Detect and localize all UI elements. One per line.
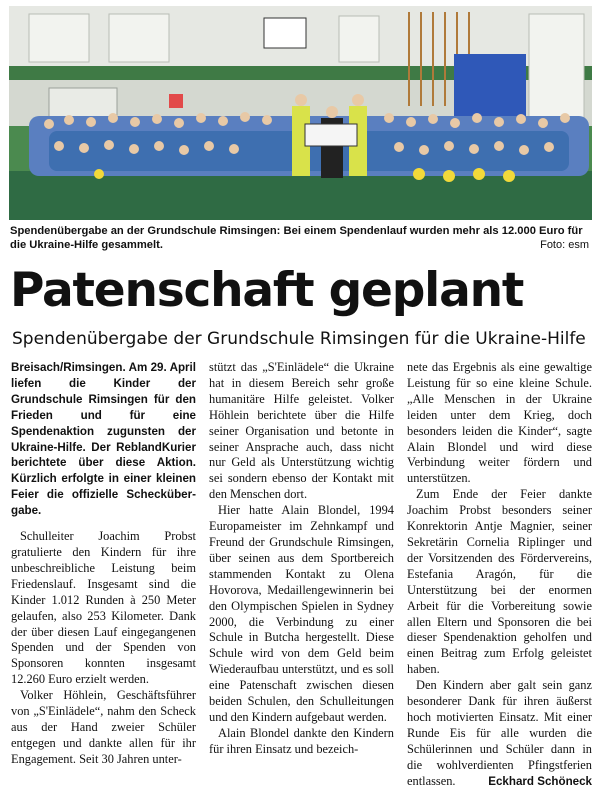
group-photo [9,6,592,220]
author-byline: Eckhard Schöneck [488,774,592,788]
article-column-1 [11,360,196,789]
article-paragraph: Alain Blondel dankte den Kindern für ihren Einsatz und bezeich- [209,725,394,756]
article-paragraph-last [407,678,592,789]
article-column-2 [209,360,394,789]
article-paragraph: nete das Ergebnis als eine gewaltige Leistung für so eine kleine Schule. „Alle Menschen in der Ukraine leiden unter dem Krieg, doch besonders leiden die Kinder“, sagte Alain Blondel und wird diese Verbindung weiter fördern und unterstützen. [407,360,592,486]
article-lead: Breisach/Rimsingen. Am 29. April liefen die Kinder der Grundschule Rimsingen für den Frieden und für eine Spendenaktion zugunsten der Ukraine-Hilfe. Der ReblandKurier berichtete über diese Aktion. Kürzlich erfolgte in einer kleinen Feier die offizielle Scheckübergabe. [11,361,196,518]
article-paragraph: stützt das „S'Einlädele“ die Ukraine hat in diesem Bereich sehr große humanitäre Hilfe geleistet. Volker Höhlein berichtete über die Hilfe seiner Organisation und betonte in seiner Ansprache auch, dass nicht nur Geld als Unterstützung wichtig sei sondern ebenso der Kontakt mit den Menschen dort. [209,360,394,502]
subheadline: Spendenübergabe der Grundschule Rimsingen für die Ukraine-Hilfe [12,329,586,349]
article-paragraph-text: Den Kindern aber galt sein ganz besonderer Dank für ihren äußerst hoch motivierten Einsatz. Mit einer Runde Eis für alle wurden die Schülerinnen und Schüler dann in die wohlverdienten Pfingstferien entlassen. [407,678,592,788]
photo-credit: Foto: esm [540,239,589,251]
headline: Patenschaft geplant [10,263,524,318]
photo-caption: Spendenübergabe an der Grundschule Rimsingen: Bei einem Spendenlauf wurden mehr als 12.000 Euro für die Ukraine-Hilfe gesammelt. [10,225,583,251]
article-paragraph: Hier hatte Alain Blondel, 1994 Europameister im Zehnkampf und Freund der Grundschule Rimsingen, über seinen aus dem Sportbereich stammenden Kontakt zu Olena Hovorova, Medaillengewinnerin bei den Olympischen Spielen in Sydney 2000, die Verbindung zu einer Schule in Butcha hergestellt. Diese Schule wird von dem Geld beim Wiederaufbau unterstützt, und es soll eine Patenschaft zwischen diesen beiden Schulen, den Schulleitungen und den Kindern aufgebaut werden. [209,503,394,724]
article-body [11,360,593,788]
article-paragraph: Zum Ende der Feier dankte Joachim Probst besonders seiner Konrektorin Antje Magnier, seiner Sekretärin Cornelia Riplinger und der Vorsitzenden des Fördervereins, Estefania Aragón, für die Unterstützung bei der enormen Arbeit für die Vorbereitung sowie allen Eltern und Sponsoren die bei dieser Spendenaktion geholfen und einen Beitrag zum Erfolg geleistet haben. [407,487,592,677]
article-column-3 [407,360,592,789]
article-paragraph: Volker Höhlein, Geschäftsführer von „S'Einlädele“, nahm den Scheck aus der Hand zweier Schüler entgegen und dankte allen für ihr Engagement. Seit 30 Jahren unter- [11,688,196,766]
article-paragraph: Schulleiter Joachim Probst gratulierte den Kindern für ihre unbeschreibliche Leistung beim Friedenslauf. Insgesamt sind die Kinder 1.012 Runden à 250 Meter gelaufen, also 253 Kilometer. Dank der über diesen Lauf eingegangenen Spenden und der Spenden von Sponsoren konnten insgesamt 12.260 Euro erzielt werden. [11,529,196,687]
gym-group-photo-illustration [9,6,592,220]
